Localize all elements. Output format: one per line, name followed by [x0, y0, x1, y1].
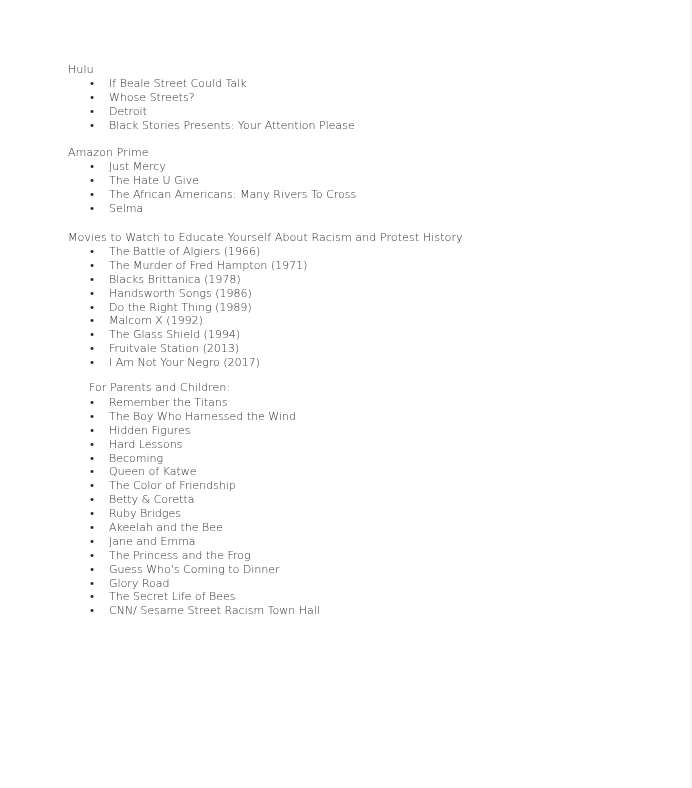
bullet-icon: •	[90, 272, 94, 286]
list-item-text: Do the Right Thing (1989)	[109, 300, 252, 314]
list-item	[89, 590, 689, 604]
bullet-icon: •	[90, 258, 94, 272]
list-item-text: Blacks Brittanica (1978)	[109, 272, 241, 286]
list-item	[68, 160, 668, 174]
bullet-icon: •	[90, 300, 94, 314]
bullet-icon: •	[90, 451, 94, 465]
list-item-text: Hard Lessons	[109, 437, 183, 451]
list-item	[68, 287, 668, 301]
bullet-icon: •	[90, 396, 94, 409]
section-amazon-prime	[68, 146, 668, 216]
bullet-icon: •	[90, 423, 94, 437]
bullet-icon: •	[90, 548, 94, 562]
list-item-text: I Am Not Your Negro (2017)	[109, 356, 260, 370]
list-item	[89, 535, 689, 549]
bullet-icon: •	[90, 590, 94, 604]
list-item-text: Black Stories Presents: Your Attention Please	[109, 118, 355, 132]
section-hulu	[68, 63, 668, 133]
list-item-text: Glory Road	[109, 576, 170, 590]
list-item	[68, 119, 668, 133]
bullet-icon: •	[90, 576, 94, 590]
list-item-text: Malcom X (1992)	[109, 314, 203, 328]
list-item-text: The Color of Friendship	[109, 479, 236, 493]
list-item-text: Akeelah and the Bee	[109, 521, 223, 535]
list-item	[89, 396, 689, 410]
bullet-icon: •	[90, 521, 94, 535]
list-item	[89, 465, 689, 479]
bullet-icon: •	[90, 245, 94, 258]
list-item	[68, 174, 668, 188]
section-movies-to-watch	[68, 231, 668, 370]
list-item	[68, 77, 668, 91]
list-item	[68, 273, 668, 287]
list-item-text: Ruby Bridges	[109, 507, 181, 521]
section-heading-movies-to-watch: Movies to Watch to Educate Yourself About Racism and Protest History	[68, 231, 463, 244]
bullet-icon: •	[90, 465, 94, 479]
list-item-text: The Hate U Give	[109, 173, 199, 187]
section-heading-amazon-prime: Amazon Prime	[68, 146, 149, 159]
list-item-text: The Glass Shield (1994)	[109, 328, 241, 342]
bullet-icon: •	[90, 493, 94, 507]
list-item-text: Betty & Coretta	[109, 493, 195, 507]
list-item-text: Hidden Figures	[109, 423, 191, 437]
list-item	[89, 521, 689, 535]
list-item	[89, 493, 689, 507]
list-item-text: Guess Who's Coming to Dinner	[109, 562, 280, 576]
list-item	[68, 188, 668, 202]
bullet-icon: •	[90, 534, 94, 548]
list-item-text: Fruitvale Station (2013)	[109, 342, 240, 356]
bullet-icon: •	[90, 201, 94, 215]
list-item	[89, 563, 689, 577]
section-heading-parents-and-children: For Parents and Children:	[89, 381, 231, 394]
bullet-icon: •	[90, 187, 94, 201]
bullet-icon: •	[90, 437, 94, 451]
list-item-text: The Battle of Algiers (1966)	[109, 245, 261, 258]
list-item	[89, 452, 689, 466]
bullet-icon: •	[90, 342, 94, 356]
list-item	[68, 202, 668, 216]
list-item-text: The Secret Life of Bees	[109, 590, 236, 604]
list-item	[89, 577, 689, 591]
list-item-text: Whose Streets?	[109, 90, 195, 104]
list-item	[68, 105, 668, 119]
list-amazon-prime	[68, 160, 668, 216]
list-item-text: Just Mercy	[109, 160, 166, 173]
list-item-text: Jane and Emma	[109, 534, 196, 548]
list-item	[68, 301, 668, 315]
list-item	[89, 507, 689, 521]
bullet-icon: •	[90, 286, 94, 300]
list-item-text: Becoming	[109, 451, 164, 465]
list-item-text: Detroit	[109, 104, 147, 118]
list-item	[89, 438, 689, 452]
list-item-text: Queen of Katwe	[109, 465, 197, 479]
list-item-text: Remember the Titans	[109, 396, 228, 409]
list-item	[68, 91, 668, 105]
bullet-icon: •	[90, 77, 94, 90]
list-item	[89, 424, 689, 438]
bullet-icon: •	[90, 409, 94, 423]
list-item-text: The Boy Who Harnessed the Wind	[109, 409, 296, 423]
list-item	[68, 314, 668, 328]
list-item-text: CNN/ Sesame Street Racism Town Hall	[109, 604, 320, 618]
bullet-icon: •	[90, 173, 94, 187]
list-item	[68, 259, 668, 273]
bullet-icon: •	[90, 90, 94, 104]
list-item	[68, 342, 668, 356]
bullet-icon: •	[90, 562, 94, 576]
bullet-icon: •	[90, 328, 94, 342]
list-item-text: The African Americans: Many Rivers To Cross	[109, 187, 357, 201]
bullet-icon: •	[90, 104, 94, 118]
list-movies-to-watch	[68, 245, 668, 370]
bullet-icon: •	[90, 356, 94, 370]
list-item	[68, 245, 668, 259]
list-item	[89, 410, 689, 424]
list-item-text: The Murder of Fred Hampton (1971)	[109, 258, 308, 272]
list-item	[89, 604, 689, 618]
list-item-text: If Beale Street Could Talk	[109, 77, 247, 90]
list-item-text: Selma	[109, 201, 144, 215]
list-item	[89, 549, 689, 563]
bullet-icon: •	[90, 118, 94, 132]
list-item-text: Handsworth Songs (1986)	[109, 286, 252, 300]
list-item	[89, 479, 689, 493]
section-heading-hulu: Hulu	[68, 63, 94, 76]
section-parents-and-children	[89, 381, 689, 618]
bullet-icon: •	[90, 507, 94, 521]
list-item	[68, 328, 668, 342]
bullet-icon: •	[90, 160, 94, 173]
bullet-icon: •	[90, 604, 94, 618]
list-item-text: The Princess and the Frog	[109, 548, 251, 562]
list-parents-and-children	[89, 396, 689, 618]
bullet-icon: •	[90, 479, 94, 493]
list-item	[68, 356, 668, 370]
list-hulu	[68, 77, 668, 133]
bullet-icon: •	[90, 314, 94, 328]
